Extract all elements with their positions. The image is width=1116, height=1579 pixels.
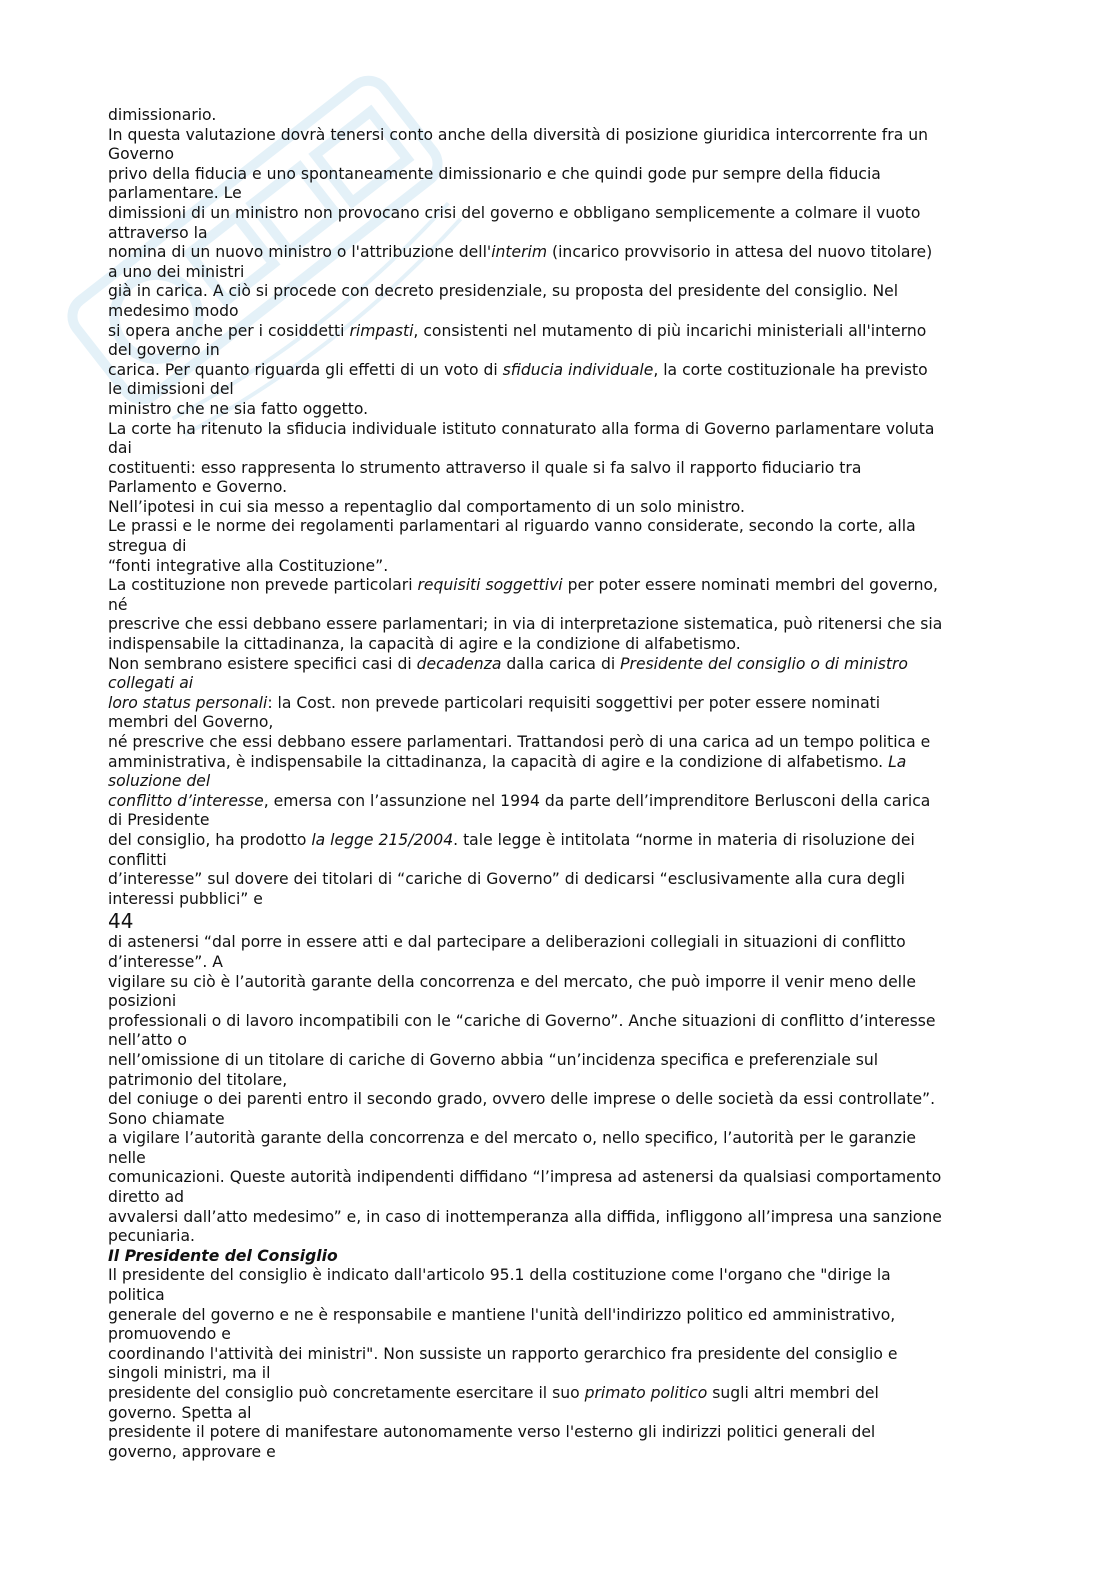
text-span: né prescrive che essi debbano essere parlamentari. Trattandosi però di una carica ad un tempo politica e: [108, 733, 931, 751]
text-line: [108, 733, 1018, 753]
text-span: avvalersi dall’atto medesimo” e, in caso di inottemperanza alla diffida, infliggono all’impresa una sanzione: [108, 1207, 942, 1226]
text-span: di astenersi “dal porre in essere atti e dal partecipare a deliberazioni collegiali in situazioni di conflitto: [108, 933, 906, 952]
italic-span: conflitto d’interesse: [108, 791, 264, 810]
text-span: , consistenti nel mutamento di più incarichi ministeriali all'interno: [413, 321, 927, 340]
text-line: [108, 224, 1018, 244]
text-line: [108, 243, 1018, 263]
text-span: stregua di: [108, 537, 187, 556]
text-span: Non sembrano esistere specifici casi di: [108, 654, 417, 673]
text-span: singoli ministri, ma il: [108, 1364, 271, 1383]
text-span: posizioni: [108, 992, 177, 1011]
text-span: d’interesse” sul dovere dei titolari di “cariche di Governo” di dedicarsi “esclusivamente alla cura degli: [108, 870, 905, 889]
text-line: [108, 165, 1018, 185]
text-line: [108, 145, 1018, 165]
text-span: dimissioni di un ministro non provocano crisi del governo e obbligano semplicemente a colmare il vuoto: [108, 203, 921, 222]
text-line: [108, 655, 1018, 675]
text-span: patrimonio del titolare,: [108, 1070, 288, 1089]
text-span: Sono chiamate: [108, 1109, 225, 1128]
text-line: [108, 204, 1018, 224]
text-line: [108, 420, 1018, 440]
text-line: [108, 1031, 1018, 1051]
text-block-section: [108, 1266, 1018, 1462]
text-line: [108, 674, 1018, 694]
text-span: Nell’ipotesi in cui sia messo a repentaglio dal comportamento di un solo ministro.: [108, 497, 745, 516]
italic-span: sfiducia individuale: [502, 360, 654, 379]
text-line: [108, 851, 1018, 871]
text-span: medesimo modo: [108, 301, 239, 320]
text-line: [108, 1266, 1018, 1286]
text-block-after-page-number: [108, 933, 1018, 1247]
text-span: amministrativa, è indispensabile la cittadinanza, la capacità di agire e la condizione di alfabetismo.: [108, 752, 889, 771]
italic-span: rimpasti: [349, 321, 414, 340]
text-span: governo. Spetta al: [108, 1403, 252, 1422]
italic-span: decadenza: [416, 654, 502, 673]
text-span: Governo: [108, 145, 175, 164]
text-line: [108, 1090, 1018, 1110]
text-span: , emersa con l’assunzione nel 1994 da parte dell’imprenditore Berlusconi della carica: [263, 791, 931, 810]
text-span: La costituzione non prevede particolari: [108, 576, 418, 595]
text-line: [108, 1364, 1018, 1384]
text-span: “fonti integrative alla Costituzione”.: [108, 556, 389, 575]
text-line: [108, 282, 1018, 302]
text-line: [108, 596, 1018, 616]
text-span: nomina di un nuovo ministro o l'attribuzione dell': [108, 243, 492, 262]
text-line: [108, 459, 1018, 479]
text-span: presidente del consiglio può concretamente esercitare il suo: [108, 1384, 585, 1402]
text-line: [108, 1286, 1018, 1306]
text-span: politica: [108, 1286, 165, 1305]
text-line: [108, 1404, 1018, 1424]
text-line: [108, 635, 1018, 655]
text-line: [108, 1129, 1018, 1149]
text-span: sugli altri membri del: [707, 1384, 879, 1402]
text-line: [108, 792, 1018, 812]
text-line: [108, 1423, 1018, 1443]
text-line: [108, 713, 1018, 733]
text-line: [108, 302, 1018, 322]
text-span: nelle: [108, 1148, 146, 1167]
text-line: [108, 1443, 1018, 1463]
text-line: [108, 1345, 1018, 1365]
text-span: dalla carica di: [501, 654, 621, 673]
text-span: conflitti: [108, 850, 167, 869]
italic-span: Presidente del consiglio o di ministro: [620, 654, 908, 673]
text-line: [108, 1188, 1018, 1208]
italic-span: collegati ai: [108, 674, 194, 693]
italic-span: requisiti soggettivi: [417, 576, 563, 595]
text-span: coordinando l'attività dei ministri". Non sussiste un rapporto gerarchico fra presidente del consiglio e: [108, 1344, 898, 1363]
italic-span: la legge 215/2004: [311, 830, 454, 849]
italic-span: La: [888, 752, 907, 771]
text-block-main: [108, 106, 1018, 909]
text-line: [108, 498, 1018, 518]
text-line: [108, 361, 1018, 381]
text-line: [108, 322, 1018, 342]
text-line: [108, 400, 1018, 420]
text-line: [108, 263, 1018, 283]
text-span: privo della fiducia e uno spontaneamente dimissionario e che quindi gode pur sempre della fiducia: [108, 164, 881, 183]
text-span: costituenti: esso rappresenta lo strumento attraverso il quale si fa salvo il rapporto fiduciario tra: [108, 458, 862, 477]
text-line: [108, 811, 1018, 831]
text-span: , la corte costituzionale ha previsto: [653, 360, 928, 379]
text-span: del governo in: [108, 341, 220, 360]
text-line: [108, 992, 1018, 1012]
text-span: : la Cost. non prevede particolari requisiti soggettivi per poter essere nominati: [267, 693, 881, 712]
text-line: [108, 380, 1018, 400]
text-span: indispensabile la cittadinanza, la capacità di agire e la condizione di alfabetismo.: [108, 635, 741, 654]
text-line: [108, 1149, 1018, 1169]
text-line: [108, 184, 1018, 204]
text-span: generale del governo e ne è responsabile e mantiene l'unità dell'indirizzo politico ed amministrativo,: [108, 1305, 896, 1324]
text-line: [108, 1051, 1018, 1071]
text-span: a uno dei ministri: [108, 262, 245, 281]
text-line: [108, 753, 1018, 773]
text-line: [108, 772, 1018, 792]
text-span: Le prassi e le norme dei regolamenti parlamentari al riguardo vanno considerate, secondo la corte, alla: [108, 517, 916, 536]
text-line: [108, 1168, 1018, 1188]
text-line: [108, 106, 1018, 126]
text-span: attraverso la: [108, 223, 208, 242]
text-line: [108, 557, 1018, 577]
page-number: 44: [108, 909, 134, 934]
text-span: ministro che ne sia fatto oggetto.: [108, 399, 369, 418]
text-line: [108, 694, 1018, 714]
text-line: [108, 439, 1018, 459]
text-line: [108, 933, 1018, 953]
text-span: dimissionario.: [108, 106, 217, 124]
text-span: prescrive che essi debbano essere parlamentari; in via di interpretazione sistematica, può ritenersi che sia: [108, 615, 943, 634]
text-line: [108, 1071, 1018, 1091]
text-line: [108, 890, 1018, 910]
text-span: nell’omissione di un titolare di cariche di Governo abbia “un’incidenza specifica e preferenziale sul: [108, 1050, 879, 1069]
text-line: [108, 953, 1018, 973]
text-span: carica. Per quanto riguarda gli effetti di un voto di: [108, 360, 503, 379]
text-span: interessi pubblici” e: [108, 889, 263, 908]
text-line: [108, 341, 1018, 361]
text-span: del consiglio, ha prodotto: [108, 830, 312, 849]
text-span: In questa valutazione dovrà tenersi conto anche della diversità di posizione giuridica intercorrente fra un: [108, 125, 928, 144]
text-span: La corte ha ritenuto la sfiducia individuale istituto connaturato alla forma di Governo parlamentare voluta: [108, 419, 935, 438]
text-span: già in carica. A ciò si procede con decreto presidenziale, su proposta del presidente del consiglio. Nel: [108, 282, 899, 301]
italic-span: loro status personali: [108, 693, 268, 712]
italic-span: primato politico: [584, 1384, 708, 1402]
text-span: parlamentare. Le: [108, 184, 242, 203]
text-span: presidente il potere di manifestare autonomamente verso l'esterno gli indirizzi politici generali del: [108, 1423, 876, 1442]
text-line: [108, 1012, 1018, 1032]
text-span: Parlamento e Governo.: [108, 478, 288, 497]
text-span: (incarico provvisorio in attesa del nuovo titolare): [547, 243, 933, 262]
text-span: le dimissioni del: [108, 380, 234, 399]
text-line: [108, 1227, 1018, 1247]
text-span: si opera anche per i cosiddetti: [108, 321, 350, 340]
text-line: [108, 1384, 1018, 1404]
text-span: di Presidente: [108, 811, 210, 830]
text-span: né: [108, 595, 128, 614]
text-span: vigilare su ciò è l’autorità garante della concorrenza e del mercato, che può imporre il venir meno delle: [108, 972, 916, 991]
text-span: Il presidente del consiglio è indicato dall'articolo 95.1 della costituzione come l'organo che "dirige la: [108, 1266, 891, 1285]
text-line: [108, 1110, 1018, 1130]
text-span: d’interesse”. A: [108, 952, 223, 971]
text-span: membri del Governo,: [108, 713, 274, 732]
text-span: governo, approvare e: [108, 1442, 276, 1461]
text-line: [108, 1325, 1018, 1345]
text-span: del coniuge o dei parenti entro il secondo grado, ovvero delle imprese o delle società da essi controllate”.: [108, 1090, 936, 1109]
text-span: . tale legge è intitolata “norme in materia di risoluzione dei: [453, 830, 915, 849]
text-span: nell’atto o: [108, 1031, 187, 1050]
text-span: promuovendo e: [108, 1325, 231, 1344]
text-span: a vigilare l’autorità garante della concorrenza e del mercato o, nello specifico, l’autorità per le garanzie: [108, 1129, 916, 1148]
text-span: pecuniaria.: [108, 1227, 195, 1246]
text-line: [108, 126, 1018, 146]
text-span: diretto ad: [108, 1188, 185, 1207]
text-line: [108, 1306, 1018, 1326]
text-span: professionali o di lavoro incompatibili con le “cariche di Governo”. Anche situazioni di conflitto d’interesse: [108, 1011, 936, 1030]
text-line: [108, 615, 1018, 635]
text-line: [108, 478, 1018, 498]
text-line: [108, 973, 1018, 993]
text-line: [108, 831, 1018, 851]
section-heading: Il Presidente del Consiglio: [108, 1246, 338, 1265]
text-line: [108, 517, 1018, 537]
text-span: per poter essere nominati membri del governo,: [562, 576, 938, 595]
document-body: [108, 106, 1018, 1462]
italic-span: interim: [491, 243, 548, 262]
text-line: [108, 537, 1018, 557]
italic-span: soluzione del: [108, 772, 211, 791]
text-span: comunicazioni. Queste autorità indipendenti diffidano “l’impresa ad astenersi da qualsiasi comportamento: [108, 1168, 942, 1187]
text-line: [108, 870, 1018, 890]
text-line: [108, 1208, 1018, 1228]
text-span: dai: [108, 439, 132, 458]
text-line: [108, 576, 1018, 596]
